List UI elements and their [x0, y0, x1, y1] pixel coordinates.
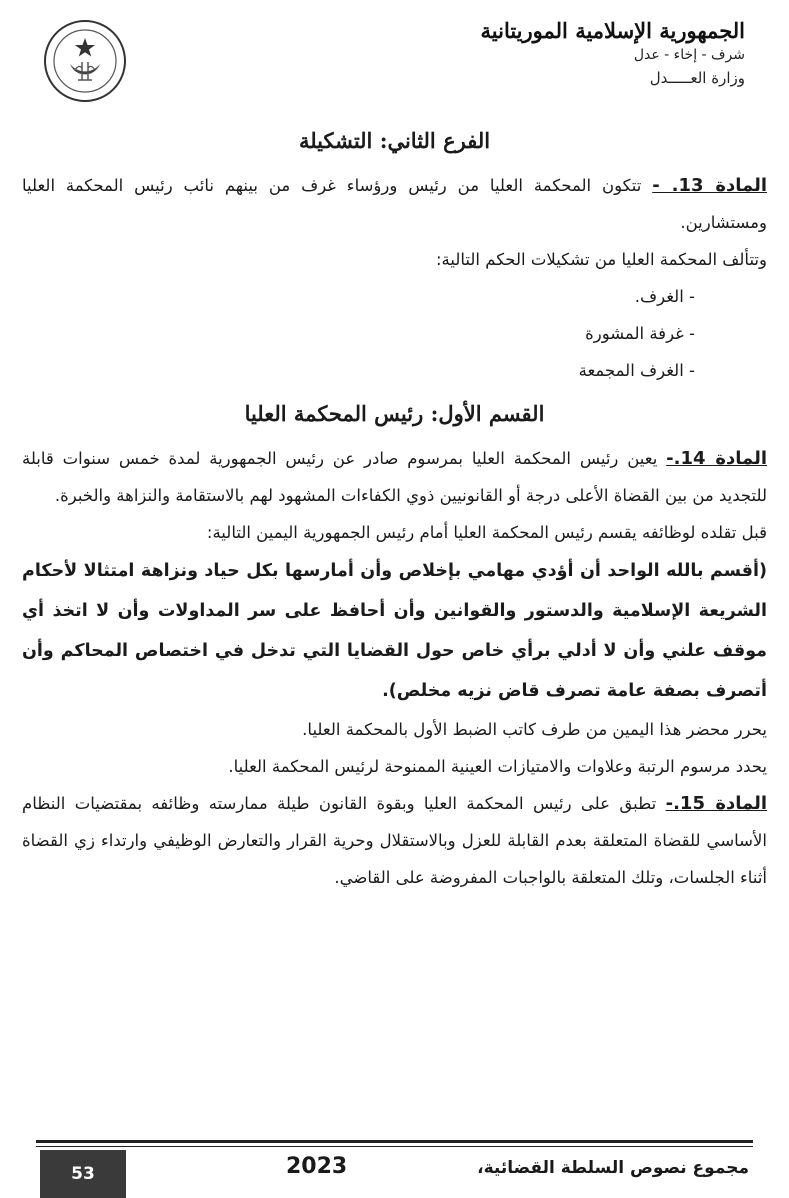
article-13-text: تتكون المحكمة العليا من رئيس ورؤساء غرف من بينهم نائب رئيس المحكمة العليا ومستشارين. [22, 176, 767, 232]
section-heading-composition: الفرع الثاني: التشكيلة [298, 128, 491, 153]
article-15-text: تطبق على رئيس المحكمة العليا وبقوة القانون طيلة ممارسته وظائفه بمقتضيات النظام الأساسي للقضاة المتعلقة بعدم القابلة للعزل وبالاستقلال وحرية القرار والتعارض الوظيفي وارتداء زي القضاة أثناء الجلسات، وتلك المتعلقة بالواجبات المفروضة على القاضي. [22, 794, 767, 887]
mauritania-seal-icon [42, 18, 128, 104]
list-item: - الغرف المجمعة [578, 361, 695, 380]
article-15 [22, 785, 767, 896]
republic-title: الجمهورية الإسلامية الموريتانية [480, 18, 745, 43]
article-14-text: يعين رئيس المحكمة العليا بمرسوم صادر عن رئيس الجمهورية لمدة خمس سنوات قابلة للتجديد من بين القضاة الأعلى درجة أو القانونيين ذوي الكفاءات المشهود لهم بالاستقامة والنزاهة والخبرة. [22, 449, 767, 505]
article-14-record: يحرر محضر هذا اليمين من طرف كاتب الضبط الأول بالمحكمة العليا. [302, 720, 767, 739]
article-14-label: المادة 14.- [666, 448, 767, 469]
article-14-oath-intro: قبل تقلده لوظائفه يقسم رئيس المحكمة العليا أمام رئيس الجمهورية اليمين التالية: [206, 523, 767, 542]
footer-title: مجموع نصوص السلطة القضائية، [477, 1158, 749, 1178]
article-14-decree: يحدد مرسوم الرتبة وعلاوات والامتيازات العينية الممنوحة لرئيس المحكمة العليا. [228, 757, 767, 776]
national-motto: شرف - إخاء - عدل [633, 47, 745, 63]
list-item: - الغرف. [634, 287, 695, 306]
article-13-formations: وتتألف المحكمة العليا من تشكيلات الحكم التالية: [435, 250, 767, 269]
oath-text: (أقسم بالله الواحد أن أؤدي مهامي بإخلاص وأن أمارسها بكل حياد ونزاهة امتثالا لأحكام الشريعة الإسلامية والدستور والقوانين وأن أحافظ على سر المداولات وأن لا اتخذ أي موقف علني وأن لا أدلي برأي خاص حول القضايا التي تدخل في اختصاص المحاكم وأن أتصرف بصفة عامة تصرف قاض نزيه مخلص). [22, 561, 767, 701]
article-13-label: المادة 13. - [652, 175, 768, 196]
page-number: 53 [40, 1150, 126, 1198]
footer-year: 2023 [286, 1154, 348, 1179]
article-14 [22, 440, 767, 514]
list-item: - غرفة المشورة [585, 324, 695, 343]
ministry-name: وزارة العـــــدل [649, 69, 745, 87]
page-header [0, 10, 789, 105]
article-13 [22, 167, 767, 241]
section-heading-president: القسم الأول: رئيس المحكمة العليا [244, 401, 545, 426]
footer-rule-thick [36, 1140, 753, 1143]
article-15-label: المادة 15.- [665, 793, 767, 814]
document-body [22, 122, 767, 896]
footer-rule-thin [36, 1146, 753, 1147]
header-text [481, 18, 746, 87]
